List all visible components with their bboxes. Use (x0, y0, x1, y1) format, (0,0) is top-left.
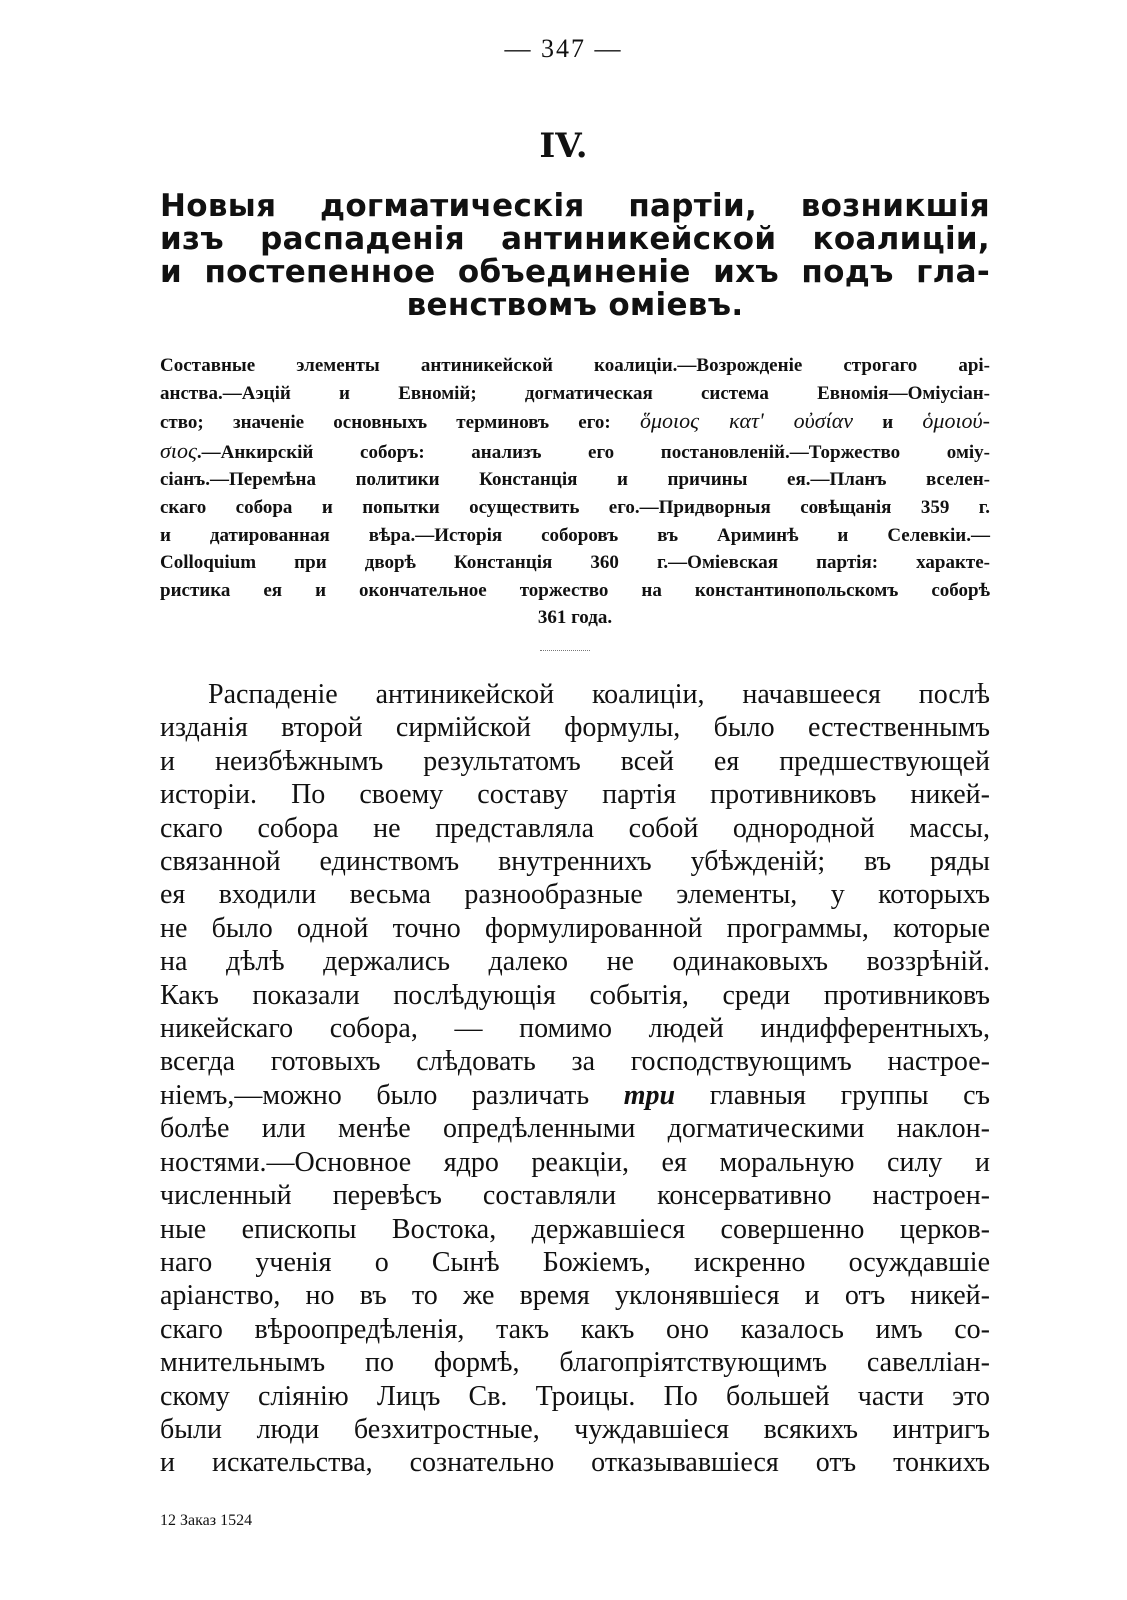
body-line (160, 1079, 990, 1112)
chapter-title-line: Новыя догматическія партіи, возникшія (160, 188, 990, 224)
body-line: и неизбѣжнымъ результатомъ всей ея предшествующей (160, 745, 990, 777)
body-line: никейскаго собора, — помимо людей индифферентныхъ, (160, 1013, 990, 1045)
body-text: ніемъ,—можно было различать (160, 1079, 590, 1111)
greek-term: σιος (160, 437, 197, 463)
summary-text: и (882, 412, 894, 434)
greek-term: ὅμοιος κατ' οὐσίαν (639, 408, 854, 434)
body-line: численный перевѣсъ составляли консервативно настроен- (160, 1180, 990, 1212)
body-text: главныя группы съ (709, 1079, 991, 1111)
body-line: мнительнымъ по формѣ, благопріятствующимъ савелліан- (160, 1347, 990, 1379)
body-line: изданія второй сирмійской формулы, было естественнымъ (160, 712, 990, 744)
summary-line: анства.—Аэцій и Евномій; догматическая система Евномія—Оміусіан- (160, 382, 990, 404)
body-paragraph (160, 678, 990, 1480)
printer-signature: 12 Заказ 1524 (160, 1512, 253, 1529)
emphasis-text: три (623, 1079, 676, 1111)
chapter-title-line: венствомъ оміевъ. (406, 287, 744, 323)
chapter-title (160, 190, 990, 322)
body-line: связанной единствомъ внутреннихъ убѣжденій; въ ряды (160, 846, 990, 878)
chapter-title-line: и постепенное объединеніе ихъ подъ гла- (160, 254, 990, 290)
summary-text: .—Анкирскій соборъ: анализъ его постановленій.—Торжество оміу- (196, 441, 990, 463)
body-line: скаго вѣроопредѣленія, такъ какъ оно казалось имъ со- (160, 1313, 990, 1345)
body-line: ностями.—Основное ядро реакціи, ея моральную силу и (160, 1146, 990, 1178)
body-line: исторіи. По своему составу партія противниковъ никей- (160, 779, 990, 811)
body-line: ея входили весьма разнообразные элементы, у которыхъ (160, 879, 990, 911)
body-line: скому сліянію Лицъ Св. Троицы. По большей части это (160, 1380, 990, 1412)
body-line: не было одной точно формулированной программы, которые (160, 912, 990, 944)
body-line: наго ученія о Сынѣ Божіемъ, искренно осуждавшіе (160, 1246, 990, 1278)
body-line: были люди безхитростные, чуждавшіеся всякихъ интригъ (160, 1413, 990, 1445)
greek-term: ὁμοιού- (922, 408, 990, 434)
body-line: Распаденіе антиникейской коалиціи, начавшееся послѣ (208, 679, 990, 710)
body-line: и искательства, сознательно отказывавшіеся отъ тонкихъ (160, 1447, 990, 1479)
summary-line: и датированная вѣра.—Исторія соборовъ въ Ариминѣ и Селевкіи.— (160, 524, 990, 546)
body-line: Какъ показали послѣдующія событія, среди противниковъ (160, 979, 990, 1011)
chapter-summary (160, 352, 990, 632)
body-line: болѣе или менѣе опредѣленными догматическими наклон- (160, 1113, 990, 1145)
section-divider (540, 650, 590, 651)
summary-line: Составные элементы антиникейской коалиціи.—Возрожденіе строгаго арі- (160, 355, 990, 376)
body-line: скаго собора не представляла собой однородной массы, (160, 812, 990, 844)
summary-line: сіанъ.—Перемѣна политики Констанція и причины ея.—Планъ вселен- (160, 469, 990, 491)
body-line: аріанство, но въ то же время уклонявшіеся и отъ никей- (160, 1280, 990, 1312)
summary-line (160, 437, 990, 467)
summary-line: скаго собора и попытки осуществить его.—Придворныя совѣщанія 359 г. (160, 496, 990, 518)
page-number: — 347 — (504, 34, 623, 63)
summary-text: ство; значеніе основныхъ терминовъ его: (160, 412, 611, 434)
body-line: ные епископы Востока, державшіеся совершенно церков- (160, 1213, 990, 1245)
body-line: всегда готовыхъ слѣдовать за господствующимъ настрое- (160, 1046, 990, 1078)
summary-line: Colloquium при дворѣ Констанція 360 г.—Оміевская партія: характе- (160, 552, 990, 574)
summary-line: 361 года. (537, 607, 613, 629)
chapter-number: IV. (539, 126, 588, 166)
body-line: на дѣлѣ держались далеко не одинаковыхъ воззрѣній. (160, 946, 990, 978)
summary-line: ристика ея и окончательное торжество на константинопольскомъ соборѣ (160, 579, 990, 601)
summary-line (160, 407, 990, 437)
chapter-title-line: изъ распаденія антиникейской коалиціи, (160, 221, 990, 257)
